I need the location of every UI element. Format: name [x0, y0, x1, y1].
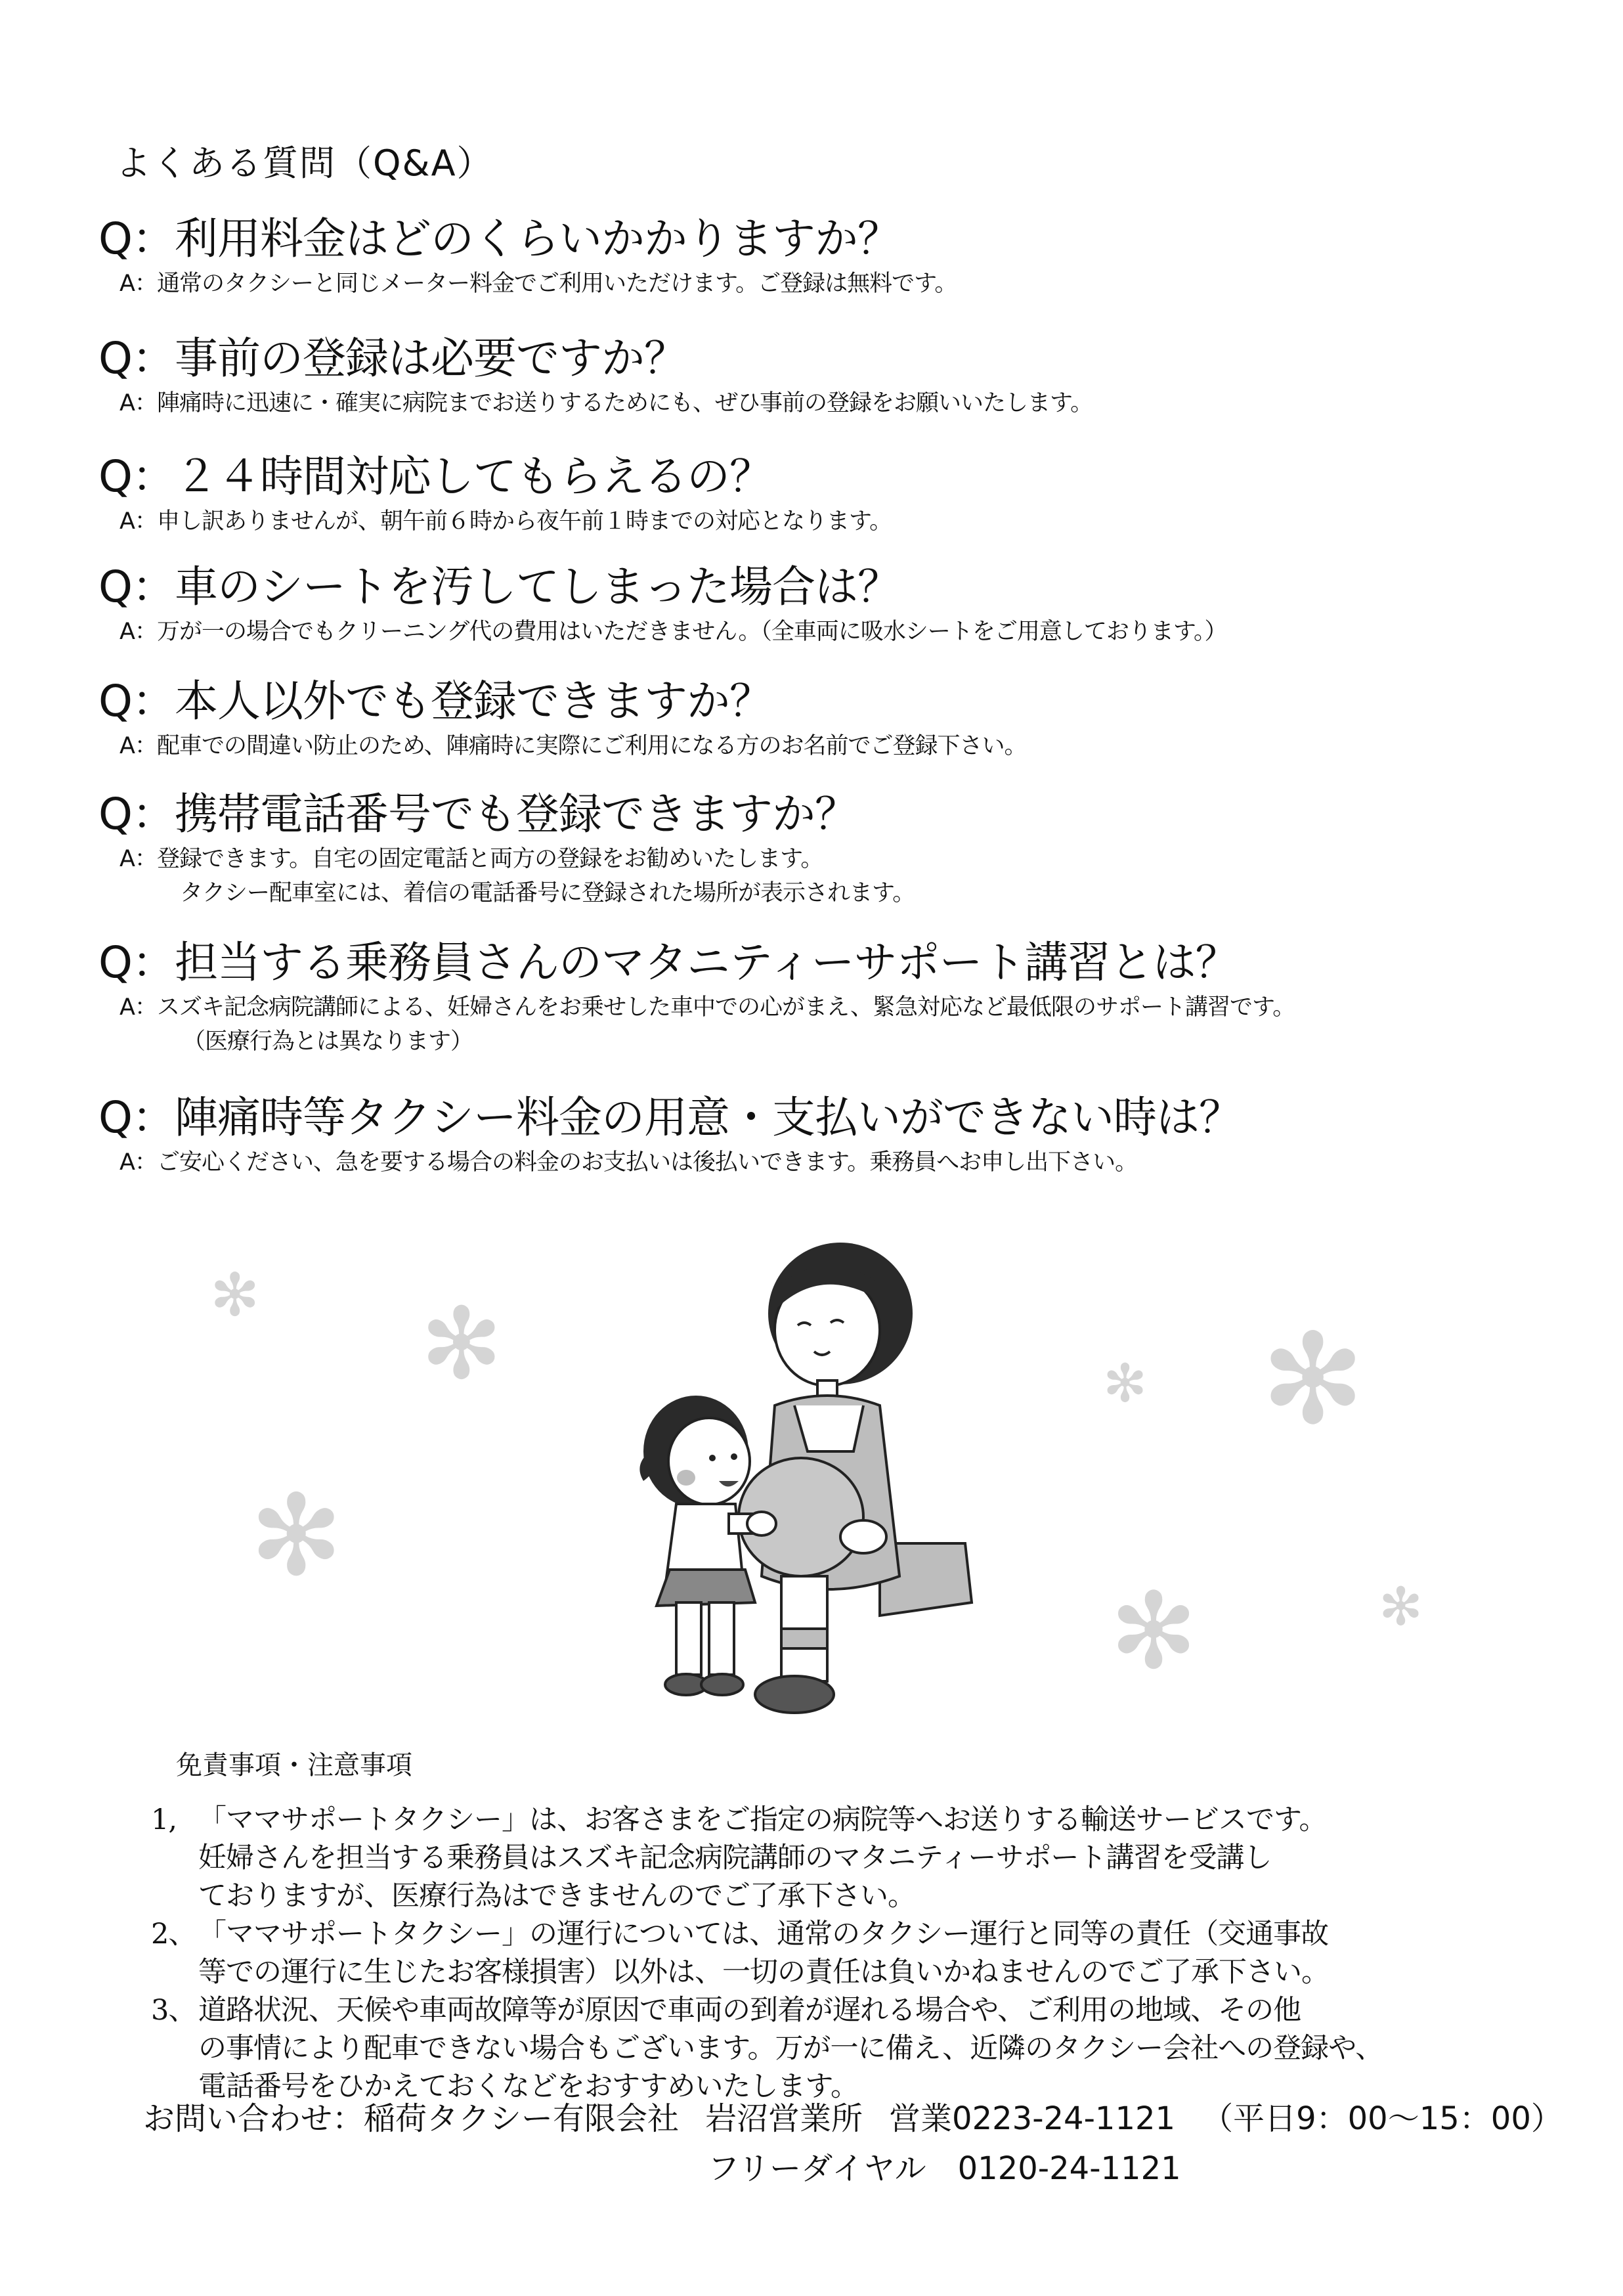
faq-item — [98, 211, 957, 301]
contact-info — [143, 2094, 1563, 2194]
contact-sales-phone: 営業0223-24-1121 — [889, 2100, 1176, 2137]
faq-item — [98, 935, 1295, 1059]
snowflake-icon: ✻ — [420, 1287, 503, 1402]
faq-question: Q：担当する乗務員さんのマタニティーサポート講習とは？ — [98, 937, 1238, 988]
faq-question: Q：２４時間対応してもらえるの？ — [98, 451, 772, 502]
faq-answer: A：万が一の場合でもクリーニング代の費用はいただきません。（全車両に吸水シートをご用意しております。） — [119, 619, 1227, 645]
snowflake-icon: ✻ — [1103, 1353, 1148, 1414]
disclaimer-line: ておりますが、医療行為はできませんのでご了承下さい。 — [198, 1880, 915, 1912]
faq-answer-line: タクシー配車室には、着信の電話番号に登録された場所が表示されます。 — [180, 880, 915, 906]
faq-answer: A：通常のタクシーと同じメーター料金でご利用いただけます。ご登録は無料です。 — [119, 271, 957, 297]
faq-answer — [98, 990, 1295, 1059]
faq-answer-line: A：スズキ記念病院講師による、妊婦さんをお乗せした車中での心がまえ、緊急対応など最低限のサポート講習です。 — [119, 994, 1295, 1021]
faq-question: Q：利用料金はどのくらいかかりますか？ — [98, 213, 900, 264]
contact-freedial: フリーダイヤル 0120-24-1121 — [708, 2150, 1181, 2187]
contact-company: お問い合わせ：稲荷タクシー有限会社 — [143, 2100, 680, 2137]
faq-answer — [98, 842, 915, 910]
snowflake-icon: ✻ — [1261, 1307, 1366, 1452]
faq-answer: A：申し訳ありませんが、朝午前６時から夜午前１時までの対応となります。 — [119, 508, 892, 535]
snowflake-icon: ✻ — [249, 1471, 343, 1601]
disclaimer-item — [151, 1991, 1383, 2106]
disclaimer-list — [151, 1801, 1383, 2106]
faq-question: Q：本人以外でも登録できますか？ — [98, 676, 772, 726]
snowflake-icon: ✻ — [1110, 1570, 1198, 1692]
faq-item — [98, 331, 1093, 420]
disclaimer-item — [151, 1915, 1383, 1991]
faq-item — [98, 449, 892, 539]
faq-answer: A：陣痛時に迅速に・確実に病院までお送りするためにも、ぜひ事前の登録をお願いいたします。 — [119, 390, 1093, 416]
page-title: よくある質問（Q&A） — [116, 143, 494, 184]
faq-answer-line: （医療行為とは異なります） — [183, 1028, 473, 1055]
contact-row — [143, 2144, 1563, 2194]
disclaimer-number: 1, — [151, 1803, 177, 1836]
contact-hours: （平日9：00～15：00） — [1201, 2100, 1563, 2137]
disclaimer-line: の事情により配車できない場合もございます。万が一に備え、近隣のタクシー会社への登録や、 — [198, 2032, 1383, 2065]
disclaimer-line: 電話番号をひかえておくなどをおすすめいたします。 — [198, 2070, 858, 2103]
faq-question: Q：事前の登録は必要ですか？ — [98, 333, 687, 384]
snowflake-icon: ✻ — [1379, 1576, 1423, 1637]
mother-and-child-illustration — [630, 1235, 998, 1734]
faq-item — [98, 787, 915, 910]
faq-question: Q：車のシートを汚してしまった場合は？ — [98, 562, 900, 612]
disclaimer-item — [151, 1801, 1383, 1915]
disclaimer-title: 免責事項・注意事項 — [176, 1750, 412, 1780]
disclaimer-line: 「ママサポートタクシー」は、お客さまをご指定の病院等へお送りする輸送サービスです。 — [198, 1803, 1327, 1836]
faq-answer: A：配車での間違い防止のため、陣痛時に実際にご利用になる方のお名前でご登録下さい。 — [119, 733, 1027, 759]
snowflake-icon: ✻ — [210, 1261, 260, 1330]
faq-item — [98, 1090, 1242, 1180]
contact-office: 岩沼営業所 — [705, 2100, 863, 2137]
disclaimer-line: 等での運行に生じたお客様損害）以外は、一切の責任は負いかねませんのでご了承下さい。 — [198, 1956, 1329, 1989]
disclaimer-number: 3、 — [151, 1994, 196, 2027]
disclaimer-line: 「ママサポートタクシー」の運行については、通常のタクシー運行と同等の責任（交通事故 — [198, 1918, 1329, 1951]
faq-answer-line: A：登録できます。自宅の固定電話と両方の登録をお勧めいたします。 — [119, 846, 823, 872]
faq-question: Q：陣痛時等タクシー料金の用意・支払いができない時は？ — [98, 1092, 1242, 1143]
faq-answer: A：ご安心ください、急を要する場合の料金のお支払いは後払いできます。乗務員へお申し出下さい。 — [119, 1149, 1138, 1176]
faq-item — [98, 560, 1227, 649]
contact-row — [143, 2094, 1563, 2144]
faq-item — [98, 674, 1027, 763]
disclaimer-line: 妊婦さんを担当する乗務員はスズキ記念病院講師のマタニティーサポート講習を受講し — [198, 1842, 1272, 1874]
disclaimer-number: 2、 — [151, 1918, 196, 1951]
faq-question: Q：携帯電話番号でも登録できますか？ — [98, 789, 857, 839]
disclaimer-line: 道路状況、天候や車両故障等が原因で車両の到着が遅れる場合や、ご利用の地域、その他 — [198, 1994, 1301, 2027]
